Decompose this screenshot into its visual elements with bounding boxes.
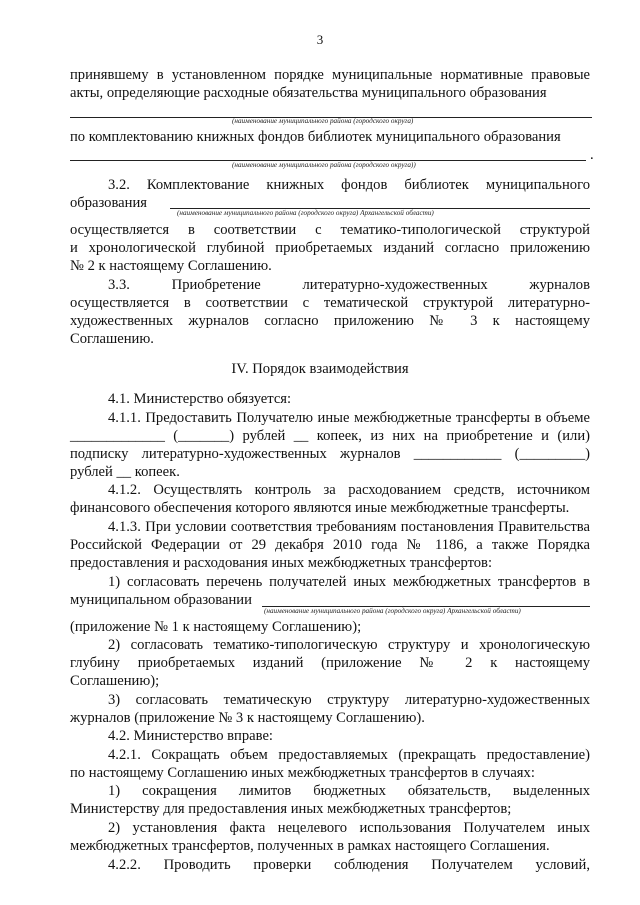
text-line: рублей __ копеек. bbox=[70, 464, 180, 480]
text-line: 4.1.2. Осуществлять контроль за расходованием средств, источником bbox=[108, 482, 590, 498]
text-line: осуществляется в соответствии с тематико-типологической структурой bbox=[70, 222, 590, 238]
text-line: 4.1. Министерство обязуется: bbox=[108, 391, 292, 407]
text-line: по настоящему Соглашению иных межбюджетных трансфертов в случаях: bbox=[70, 765, 535, 781]
section-heading: IV. Порядок взаимодействия bbox=[231, 361, 409, 377]
text-line: акты, определяющие расходные обязательства муниципального образования bbox=[70, 85, 547, 101]
text-line: 4.1.1. Предоставить Получателю иные межбюджетные трансферты в объеме bbox=[108, 410, 590, 426]
text-line: осуществляется в соответствии с тематической структурой литературно- bbox=[70, 295, 590, 311]
text-line: 4.1.3. При условии соответствия требованиям постановления Правительства bbox=[108, 519, 590, 535]
text-line: и хронологической глубиной приобретаемых изданий согласно приложению bbox=[70, 240, 590, 256]
text-line: 3.2. Комплектование книжных фондов библиотек муниципального bbox=[108, 177, 590, 193]
text-line: принявшему в установленном порядке муниципальные нормативные правовые bbox=[70, 67, 590, 83]
text-line: Министерству для предоставления иных межбюджетных трансфертов; bbox=[70, 801, 512, 817]
field-caption: (наименование муниципального района (городского округа) Архангельской области) bbox=[264, 607, 521, 615]
text-line: Соглашению); bbox=[70, 673, 160, 689]
text-line: журналов (приложение № 3 к настоящему Соглашению). bbox=[70, 710, 425, 726]
field-caption: (наименование муниципального района (городского округа) bbox=[232, 117, 414, 125]
text-line: Российской Федерации от 29 декабря 2010 года № 1186, а также Порядка bbox=[70, 537, 590, 553]
text-line: 2) установления факта нецелевого использования Получателем иных bbox=[108, 820, 590, 836]
text-line: образования bbox=[70, 195, 147, 211]
text-line: 1) согласовать перечень получателей иных межбюджетных трансфертов в bbox=[108, 574, 590, 590]
text-line: подписку литературно-художественных журналов ____________ (_________) bbox=[70, 446, 590, 462]
text-line: финансового обеспечения которого являются иные межбюджетные трансферты. bbox=[70, 500, 570, 516]
text-line: предоставления и расходования иных межбюджетных трансфертов: bbox=[70, 555, 492, 571]
text-line: (приложение № 1 к настоящему Соглашению); bbox=[70, 619, 362, 635]
text-line: 4.2.2. Проводить проверки соблюдения Получателем условий, bbox=[108, 857, 590, 873]
text-line: _____________ (_______) рублей __ копеек, из них на приобретение и (или) bbox=[70, 428, 590, 444]
text-line: Соглашению. bbox=[70, 331, 154, 347]
text-line: по комплектованию книжных фондов библиотек муниципального образования bbox=[70, 129, 561, 145]
text-line: . bbox=[590, 147, 594, 163]
field-caption: (наименование муниципального района (городского округа)) bbox=[232, 161, 416, 169]
text-line: 3) согласовать тематическую структуру литературно-художественных bbox=[108, 692, 590, 708]
field-caption: (наименование муниципального района (городского округа) Архангельской области) bbox=[177, 209, 434, 217]
text-line: межбюджетных трансфертов, полученных в рамках настоящего Соглашения. bbox=[70, 838, 550, 854]
text-line: 2) согласовать тематико-типологическую структуру и хронологическую bbox=[108, 637, 590, 653]
text-line: глубину приобретаемых изданий (приложение № 2 к настоящему bbox=[70, 655, 590, 671]
text-line: муниципальном образовании bbox=[70, 592, 252, 608]
text-line: 3.3. Приобретение литературно-художественных журналов bbox=[108, 277, 590, 293]
text-line: 4.2.1. Сокращать объем предоставляемых (прекращать предоставление) bbox=[108, 747, 590, 763]
text-line: № 2 к настоящему Соглашению. bbox=[70, 258, 272, 274]
page-number: 3 bbox=[316, 32, 324, 47]
text-line: художественных журналов согласно приложению № 3 к настоящему bbox=[70, 313, 590, 329]
text-line: 4.2. Министерство вправе: bbox=[108, 728, 273, 744]
text-line: 1) сокращения лимитов бюджетных обязательств, выделенных bbox=[108, 783, 590, 799]
